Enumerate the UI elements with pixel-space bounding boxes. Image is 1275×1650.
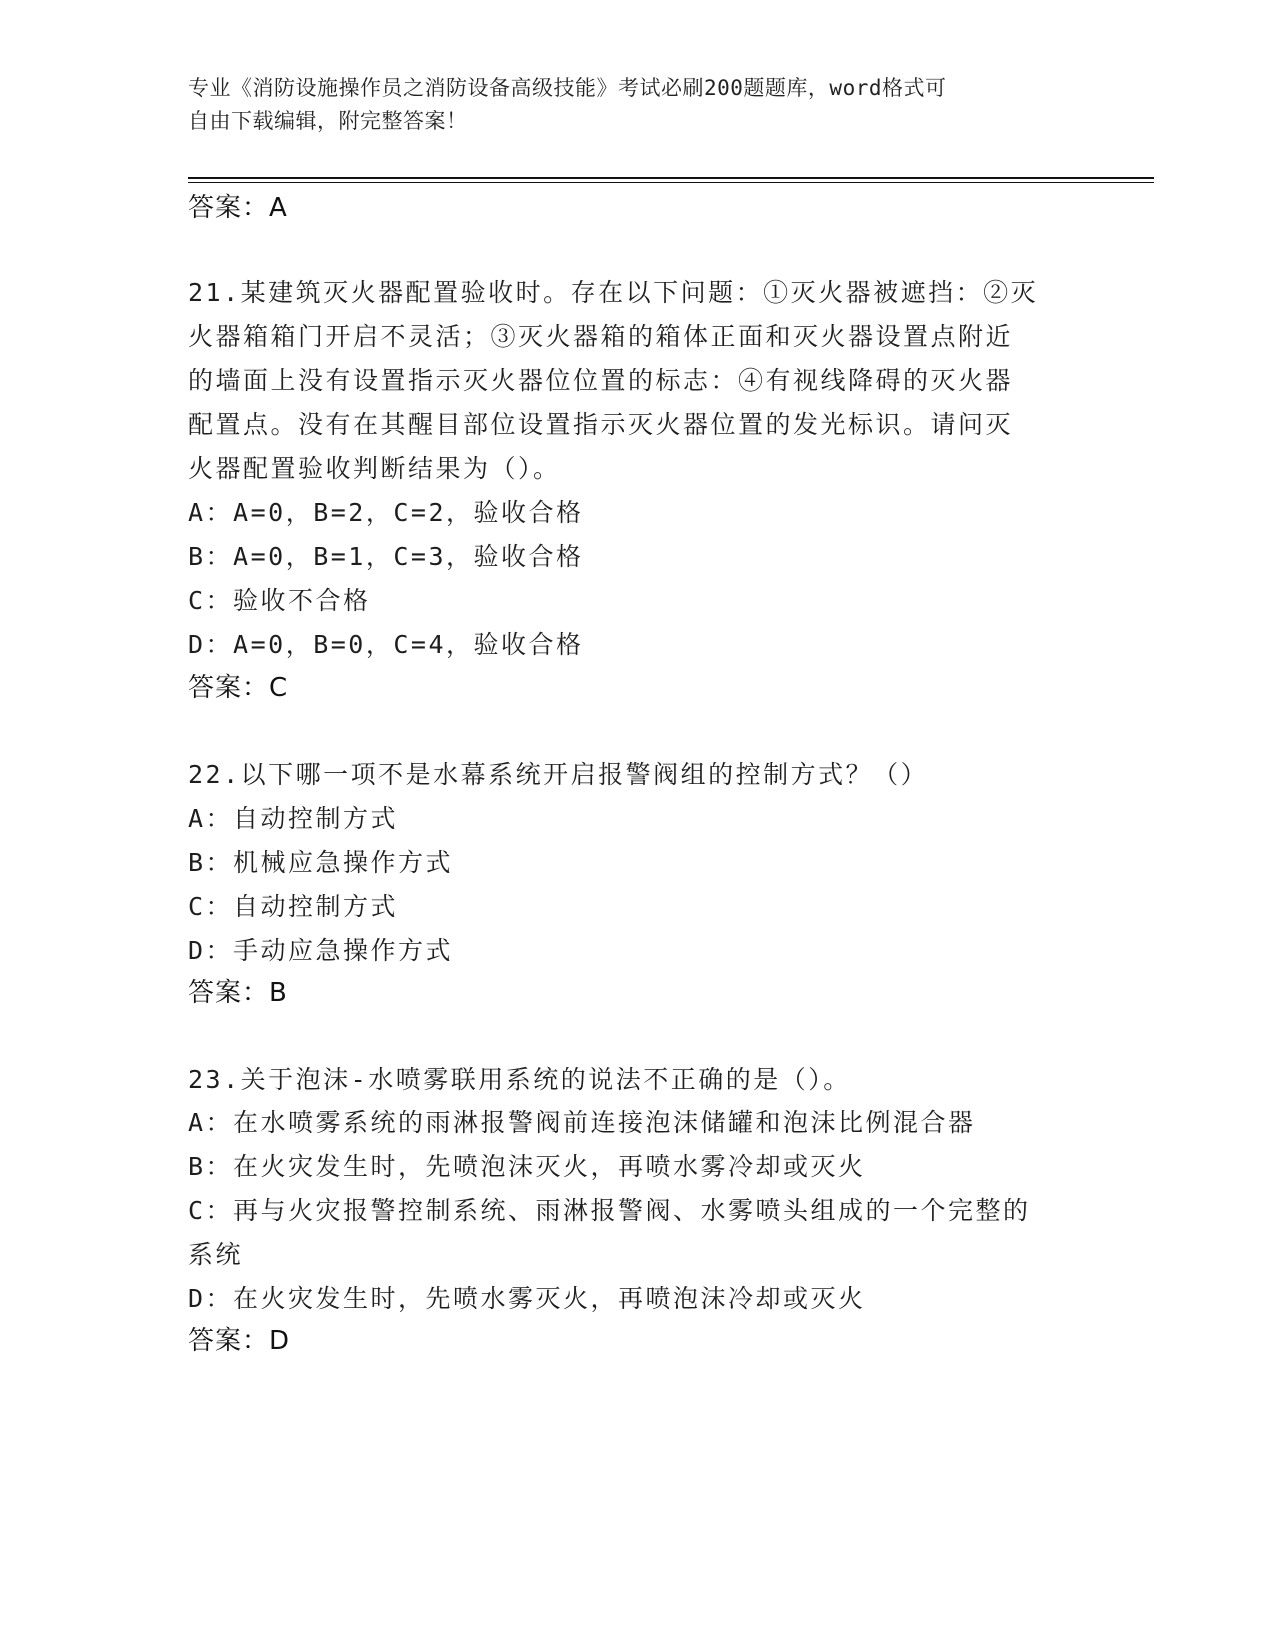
header-divider-thick: [188, 177, 1154, 179]
q21-answer: 答案：C: [188, 673, 289, 703]
header-divider-thin: [188, 182, 1154, 183]
q22-option-a: A：自动控制方式: [188, 804, 399, 833]
q23-option-c-line-2: 系统: [188, 1240, 244, 1269]
q21-stem-line-1: 21.某建筑灭火器配置验收时。存在以下问题：①灭火器被遮挡：②灭: [188, 278, 1039, 307]
q21-option-b: B：A=0，B=1，C=3，验收合格: [188, 542, 584, 571]
q22-answer: 答案：B: [188, 978, 288, 1008]
header-line-2: 自由下载编辑，附完整答案！: [188, 109, 468, 133]
q22-option-c: C：自动控制方式: [188, 892, 399, 921]
previous-answer: 答案：A: [188, 193, 288, 223]
q23-answer: 答案：D: [188, 1326, 291, 1356]
page-header: [188, 72, 1088, 138]
q21-stem-line-5: 火器配置验收判断结果为（）。: [188, 454, 561, 483]
q23-option-c-line-1: C：再与火灾报警控制系统、雨淋报警阀、水雾喷头组成的一个完整的: [188, 1196, 1031, 1225]
q23-stem-line-1: 23.关于泡沫-水喷雾联用系统的说法不正确的是（）。: [188, 1065, 851, 1094]
header-line-1: 专业《消防设施操作员之消防设备高级技能》考试必刷200题题库，word格式可: [188, 76, 947, 100]
q21-option-c: C：验收不合格: [188, 586, 371, 615]
q23-option-d: D：在火灾发生时，先喷水雾灭火，再喷泡沫冷却或灭火: [188, 1284, 866, 1313]
q22-option-d: D：手动应急操作方式: [188, 936, 454, 965]
q21-stem-line-4: 配置点。没有在其醒目部位设置指示灭火器位置的发光标识。请问灭: [188, 410, 1014, 439]
q22-option-b: B：机械应急操作方式: [188, 848, 454, 877]
q21-option-a: A：A=0，B=2，C=2，验收合格: [188, 498, 584, 527]
q23-option-b: B：在火灾发生时，先喷泡沫灭火，再喷水雾冷却或灭火: [188, 1152, 866, 1181]
q21-option-d: D：A=0，B=0，C=4，验收合格: [188, 630, 584, 659]
q22-stem-line-1: 22.以下哪一项不是水幕系统开启报警阀组的控制方式？（）: [188, 760, 929, 789]
q23-option-a: A：在水喷雾系统的雨淋报警阀前连接泡沫储罐和泡沫比例混合器: [188, 1108, 976, 1137]
q21-stem-line-2: 火器箱箱门开启不灵活；③灭火器箱的箱体正面和灭火器设置点附近: [188, 322, 1014, 351]
q21-stem-line-3: 的墙面上没有设置指示灭火器位位置的标志：④有视线降碍的灭火器: [188, 366, 1014, 395]
